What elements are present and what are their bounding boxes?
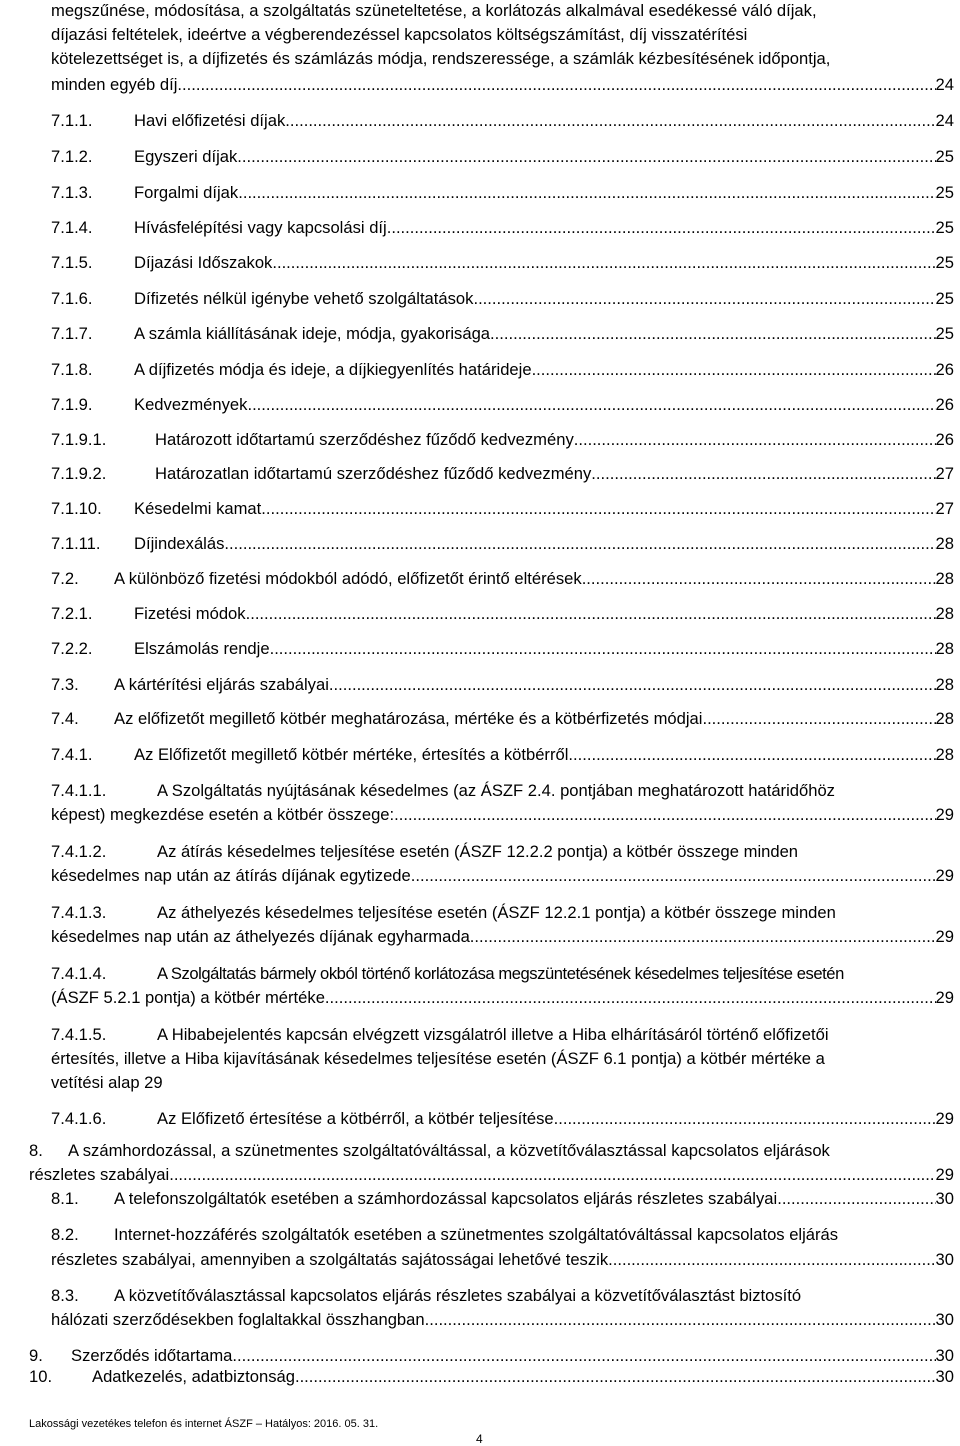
toc-leader-dots xyxy=(608,1249,935,1271)
toc-entry-title: Az előfizetőt megillető kötbér meghatározása, mértéke és a kötbérfizetés módjai xyxy=(114,709,703,728)
page-number: 4 xyxy=(476,1432,483,1446)
toc-entry[interactable] xyxy=(51,1309,954,1331)
toc-leader-dots xyxy=(394,804,935,826)
toc-entry-title: Adatkezelés, adatbiztonság xyxy=(92,1367,295,1386)
toc-entry[interactable] xyxy=(51,217,954,239)
toc-leader-dots xyxy=(237,146,935,168)
toc-entry-title: Egyszeri díjak xyxy=(134,147,238,166)
toc-entry-page: 28 xyxy=(935,675,954,694)
toc-leader-dots xyxy=(568,744,935,766)
toc-entry-title: A Szolgáltatás nyújtásának késedelmes (az ÁSZF 2.4. pontjában meghatározott határidőhöz xyxy=(157,781,835,800)
toc-entry[interactable] xyxy=(51,429,954,451)
toc-entry-title: részletes szabályai, amennyiben a szolgáltatás sajátosságai lehetővé teszik xyxy=(51,1250,609,1269)
toc-entry-line xyxy=(51,1224,838,1246)
toc-entry[interactable] xyxy=(51,744,954,766)
toc-entry-title: A számhordozással, a szünetmentes szolgáltatóváltással, a közvetítőválasztással kapcsolatos eljárások xyxy=(68,1141,830,1160)
toc-entry-page: 25 xyxy=(935,324,954,343)
toc-entry[interactable] xyxy=(51,533,954,555)
toc-leader-dots xyxy=(554,1108,936,1130)
toc-entry-title: A kártérítési eljárás szabályai xyxy=(114,675,329,694)
toc-entry-title: Hívásfelépítési vagy kapcsolási díj xyxy=(134,218,387,237)
toc-leader-dots xyxy=(272,252,935,274)
toc-entry-line xyxy=(29,1140,830,1162)
toc-entry-line[interactable]: vetítési alap 29 xyxy=(51,1073,163,1092)
toc-entry-page: 24 xyxy=(935,75,954,94)
toc-entry-page: 29 xyxy=(935,1109,954,1128)
toc-entry-title: Forgalmi díjak xyxy=(134,183,239,202)
toc-entry[interactable] xyxy=(51,252,954,274)
toc-leader-dots xyxy=(490,323,936,345)
toc-intro-line: díjazási feltételek, ideértve a végberendezéssel kapcsolatos költségszámítást, díj visszatérítési xyxy=(51,25,748,44)
toc-entry-title: Elszámolás rendje xyxy=(134,639,270,658)
toc-leader-dots xyxy=(224,533,935,555)
toc-entry-number: 7.1.10. xyxy=(51,499,102,518)
toc-entry-page: 25 xyxy=(935,289,954,308)
toc-entry-number: 7.4.1. xyxy=(51,745,93,764)
toc-entry-number: 7.1.1. xyxy=(51,111,93,130)
toc-entry-title: A különböző fizetési módokból adódó, előfizetőt érintő eltérések xyxy=(114,569,582,588)
toc-entry[interactable] xyxy=(29,1366,954,1388)
toc-leader-dots xyxy=(232,1345,935,1367)
toc-entry-number: 7.4.1.2. xyxy=(51,842,107,861)
toc-entry-number: 7.4. xyxy=(51,709,79,728)
toc-entry-title: Díjazási Időszakok xyxy=(134,253,273,272)
toc-entry-line xyxy=(51,1024,829,1046)
toc-entry-page: 28 xyxy=(935,534,954,553)
toc-leader-dots xyxy=(415,865,935,887)
toc-leader-dots xyxy=(532,359,936,381)
toc-entry[interactable] xyxy=(51,708,954,730)
toc-entry[interactable] xyxy=(51,926,954,948)
toc-entry-number: 7.1.11. xyxy=(51,534,101,553)
toc-entry-title: (ÁSZF 5.2.1 pontja) a kötbér mértéke xyxy=(51,988,325,1007)
toc-entry[interactable] xyxy=(51,804,954,826)
toc-entry-number: 8.3. xyxy=(51,1286,79,1305)
toc-entry[interactable] xyxy=(51,323,954,345)
toc-leader-dots xyxy=(387,217,936,239)
toc-entry[interactable] xyxy=(51,568,954,590)
toc-leader-dots xyxy=(473,288,935,310)
toc-entry-page: 29 xyxy=(935,1165,954,1184)
toc-entry-line: értesítés, illetve a Hiba kijavításának késedelmes teljesítése esetén (ÁSZF 6.1 pontja) a kötbér mértéke a xyxy=(51,1049,825,1068)
toc-entry-title: Dífizetés nélkül igénybe vehető szolgáltatások xyxy=(134,289,474,308)
toc-entry-number: 7.1.7. xyxy=(51,324,93,343)
toc-entry-number: 7.1.3. xyxy=(51,183,93,202)
toc-leader-dots xyxy=(246,603,936,625)
toc-entry-title: Az átírás késedelmes teljesítése esetén (ÁSZF 12.2.2 pontja) a kötbér összege minden xyxy=(157,842,799,861)
toc-entry-page: 25 xyxy=(935,218,954,237)
toc-entry-title: Díjindexálás xyxy=(134,534,225,553)
toc-entry-number: 8. xyxy=(29,1141,43,1160)
toc-entry-title: A telefonszolgáltatók esetében a számhordozással kapcsolatos eljárás részletes szabályai xyxy=(114,1189,778,1208)
toc-entry-page: 30 xyxy=(935,1250,954,1269)
toc-entry-page: 24 xyxy=(935,111,954,130)
toc-entry-number: 7.4.1.5. xyxy=(51,1025,107,1044)
toc-intro-line: megszűnése, módosítása, a szolgáltatás szüneteltetése, a korlátozás alkalmával esedékessé váló díjak, xyxy=(51,1,817,20)
toc-entry-number: 7.1.6. xyxy=(51,289,93,308)
toc-entry-page: 30 xyxy=(935,1310,954,1329)
toc-entry-number: 7.4.1.4. xyxy=(51,964,107,983)
toc-entry-page: 26 xyxy=(935,395,954,414)
toc-leader-dots xyxy=(425,1309,936,1331)
toc-entry[interactable] xyxy=(51,638,954,660)
toc-entry[interactable] xyxy=(51,182,954,204)
toc-entry-number: 7.1.8. xyxy=(51,360,93,379)
toc-entry[interactable] xyxy=(51,146,954,168)
toc-entry[interactable] xyxy=(51,74,954,96)
toc-entry-line xyxy=(51,963,844,985)
toc-leader-dots xyxy=(177,74,935,96)
toc-entry-number: 7.1.9. xyxy=(51,395,93,414)
toc-entry-title: részletes szabályai xyxy=(29,1165,170,1184)
toc-entry-number: 7.2.2. xyxy=(51,639,93,658)
toc-entry[interactable] xyxy=(51,498,954,520)
toc-entry-title: Határozatlan időtartamú szerződéshez fűződő kedvezmény xyxy=(155,464,592,483)
toc-leader-dots xyxy=(238,182,935,204)
toc-entry-title: Az Előfizetőt megillető kötbér mértéke, értesítés a kötbérről xyxy=(134,745,569,764)
toc-leader-dots xyxy=(582,568,936,590)
toc-entry-title: Késedelmi kamat xyxy=(134,499,262,518)
toc-entry-number: 7.4.1.3. xyxy=(51,903,107,922)
toc-leader-dots xyxy=(574,429,936,451)
toc-entry-title: Az áthelyezés késedelmes teljesítése esetén (ÁSZF 12.2.1 pontja) a kötbér összege minden xyxy=(157,903,836,922)
toc-entry[interactable] xyxy=(51,463,954,485)
toc-entry-title: A közvetítőválasztással kapcsolatos eljárás részletes szabályai a közvetítőválasztást biztosító xyxy=(114,1286,802,1305)
toc-entry-page: 25 xyxy=(935,253,954,272)
page-footer: Lakossági vezetékes telefon és internet ÁSZF – Hatályos: 2016. 05. 31. xyxy=(29,1418,379,1430)
toc-entry-page: 26 xyxy=(935,430,954,449)
toc-entry-title: késedelmes nap után az átírás díjának egytizede. xyxy=(51,866,416,885)
toc-entry-page: 28 xyxy=(935,709,954,728)
toc-entry-number: 7.2. xyxy=(51,569,79,588)
toc-entry-page: 28 xyxy=(935,745,954,764)
toc-entry-number: 8.2. xyxy=(51,1225,79,1244)
toc-entry-title: A számla kiállításának ideje, módja, gyakorisága xyxy=(134,324,491,343)
toc-entry-page: 27 xyxy=(935,499,954,518)
toc-entry[interactable] xyxy=(51,865,954,887)
toc-entry-page: 29 xyxy=(935,927,954,946)
toc-leader-dots xyxy=(270,638,936,660)
toc-leader-dots xyxy=(702,708,935,730)
toc-entry-number: 7.1.9.2. xyxy=(51,464,107,483)
toc-entry[interactable] xyxy=(51,1249,954,1271)
toc-entry-number: 7.4.1.6. xyxy=(51,1109,107,1128)
toc-entry[interactable] xyxy=(51,359,954,381)
toc-entry-line xyxy=(51,1285,801,1307)
toc-entry[interactable] xyxy=(51,288,954,310)
toc-entry-page: 28 xyxy=(935,569,954,588)
toc-entry-line xyxy=(51,841,798,863)
toc-leader-dots xyxy=(247,394,935,416)
toc-entry-page: 29 xyxy=(935,805,954,824)
toc-entry-number: 10. xyxy=(29,1367,53,1386)
toc-entry-page: 30 xyxy=(935,1189,954,1208)
toc-entry-number: 7.1.5. xyxy=(51,253,93,272)
toc-entry-number: 9. xyxy=(29,1346,43,1365)
toc-leader-dots xyxy=(169,1164,935,1186)
toc-entry-number: 7.2.1. xyxy=(51,604,93,623)
toc-entry-number: 7.4.1.1. xyxy=(51,781,107,800)
toc-entry[interactable] xyxy=(29,1164,954,1186)
toc-leader-dots xyxy=(325,987,936,1009)
toc-entry-page: 28 xyxy=(935,604,954,623)
toc-leader-dots xyxy=(285,110,935,132)
toc-entry[interactable] xyxy=(29,1345,954,1367)
toc-entry-title: Az Előfizető értesítése a kötbérről, a kötbér teljesítése xyxy=(157,1109,554,1128)
toc-entry-title: minden egyéb díj xyxy=(51,75,178,94)
toc-entry-number: 8.1. xyxy=(51,1189,79,1208)
toc-entry-number: 7.1.9.1. xyxy=(51,430,107,449)
toc-intro-line: kötelezettséget is, a díjfizetés és számlázás módja, rendszeressége, a számlák kézbesítésének időpontja, xyxy=(51,49,831,68)
toc-entry-title: hálózati szerződésekben foglaltakkal összhangban xyxy=(51,1310,425,1329)
toc-entry-title: A díjfizetés módja és ideje, a díjkiegyenlítés határideje xyxy=(134,360,532,379)
toc-entry-title: Határozott időtartamú szerződéshez fűződő kedvezmény xyxy=(155,430,574,449)
toc-entry[interactable] xyxy=(51,394,954,416)
toc-entry-page: 30 xyxy=(935,1346,954,1365)
toc-entry-title: A Szolgáltatás bármely okból történő korlátozása megszüntetésének késedelmes teljesítése esetén xyxy=(157,964,844,983)
toc-entry-title: Internet-hozzáférés szolgáltatók esetében a szünetmentes szolgáltatóváltással kapcsolatos eljárás xyxy=(114,1225,839,1244)
toc-entry[interactable] xyxy=(51,603,954,625)
toc-entry-line xyxy=(51,780,835,802)
toc-entry-number: 7.3. xyxy=(51,675,79,694)
toc-entry-title: Kedvezmények xyxy=(134,395,248,414)
toc-entry-title: Havi előfizetési díjak xyxy=(134,111,286,130)
toc-leader-dots xyxy=(295,1366,936,1388)
toc-entry[interactable] xyxy=(51,987,954,1009)
toc-leader-dots xyxy=(777,1188,935,1210)
toc-entry[interactable] xyxy=(51,674,954,696)
toc-entry-page: 25 xyxy=(935,147,954,166)
toc-entry[interactable] xyxy=(51,1108,954,1130)
toc-entry[interactable] xyxy=(51,110,954,132)
toc-entry-page: 29 xyxy=(935,988,954,1007)
toc-entry-page: 27 xyxy=(935,464,954,483)
toc-entry[interactable] xyxy=(51,1188,954,1210)
toc-entry-title: késedelmes nap után az áthelyezés díjának egyharmada. xyxy=(51,927,475,946)
toc-leader-dots xyxy=(474,926,935,948)
toc-leader-dots xyxy=(591,463,935,485)
toc-entry-number: 7.1.2. xyxy=(51,147,93,166)
toc-entry-title: képest) megkezdése esetén a kötbér összege: xyxy=(51,805,395,824)
toc-entry-title: A Hibabejelentés kapcsán elvégzett vizsgálatról illetve a Hiba elhárításáról történő előfizetői xyxy=(157,1025,829,1044)
toc-entry-number: 7.1.4. xyxy=(51,218,93,237)
toc-leader-dots xyxy=(261,498,935,520)
toc-entry-line xyxy=(51,902,836,924)
toc-entry-page: 26 xyxy=(935,360,954,379)
toc-entry-page: 30 xyxy=(935,1367,954,1386)
toc-entry-page: 25 xyxy=(935,183,954,202)
toc-entry-title: Fizetési módok xyxy=(134,604,246,623)
toc-entry-title: Szerződés időtartama xyxy=(71,1346,233,1365)
toc-entry-page: 29 xyxy=(935,866,954,885)
toc-leader-dots xyxy=(329,674,936,696)
toc-entry-page: 28 xyxy=(935,639,954,658)
